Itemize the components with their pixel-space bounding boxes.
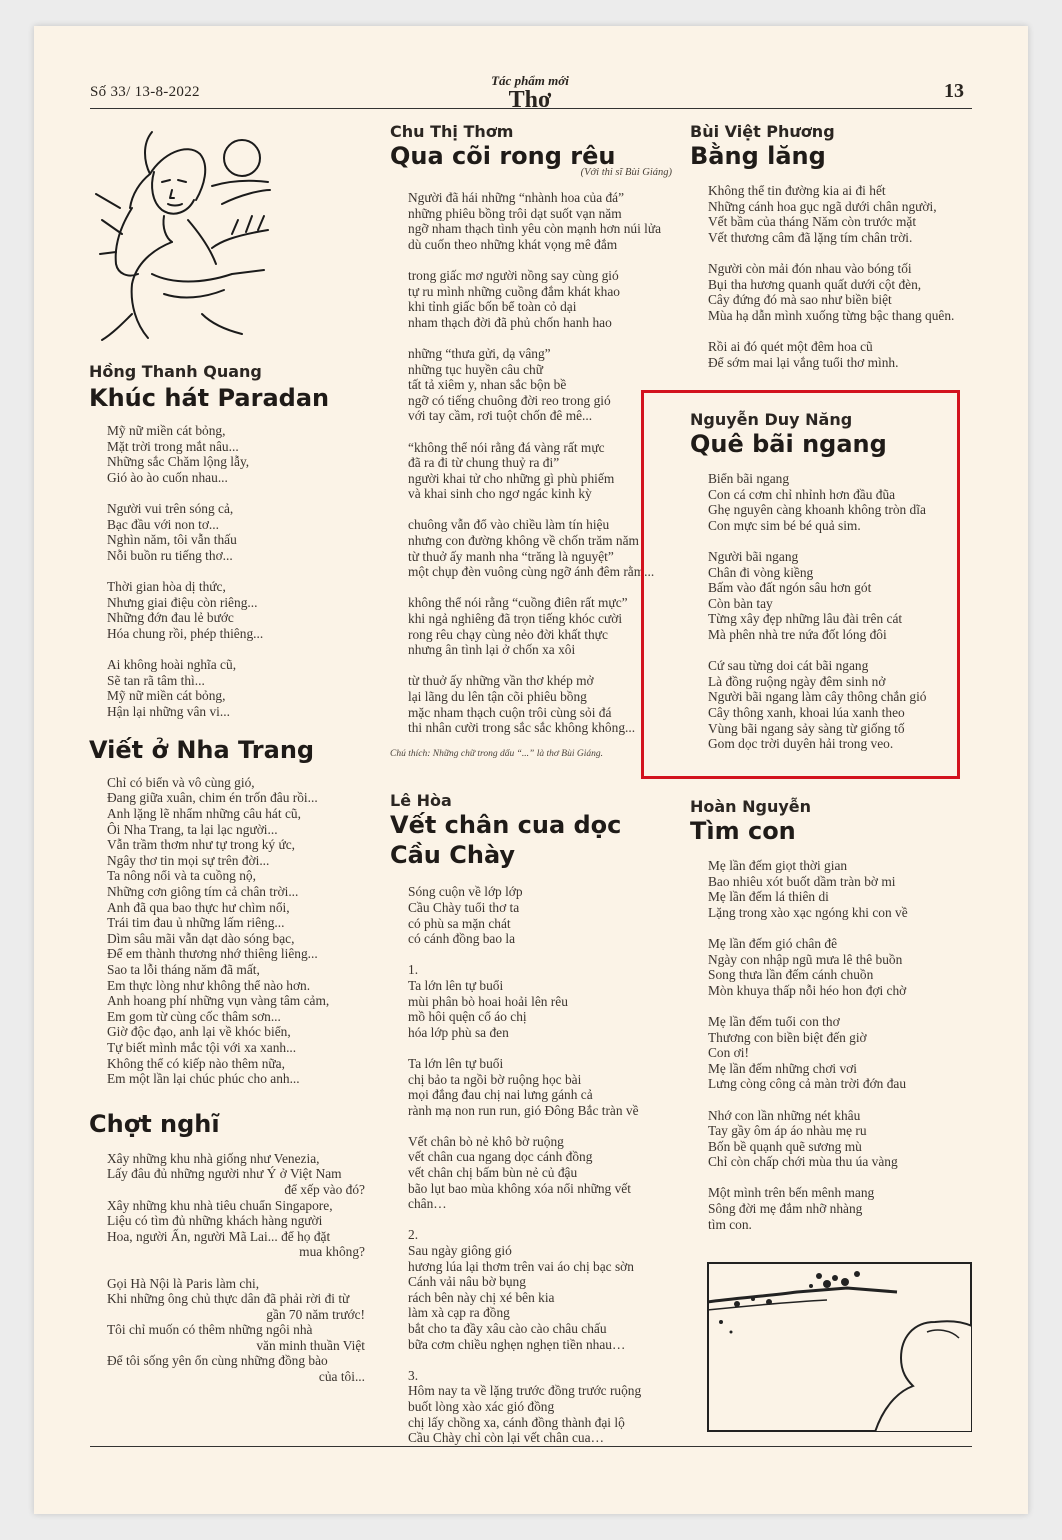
poem-line: Vẫn trầm thơm như tự trong ký ức, bbox=[107, 837, 296, 853]
poem-line: vết chân chị bấm bùn nẻ củ đậu bbox=[408, 1165, 578, 1181]
poem-line: bữa cơm chiều nghẹn nghẹn tiền nhau… bbox=[408, 1336, 626, 1352]
poem-line: Thời gian hòa dị thức, bbox=[107, 578, 226, 594]
poem-title-khuc-hat-paradan: Khúc hát Paradan bbox=[89, 384, 330, 412]
poem-line: Để tôi sống yên ổn cùng những đồng bào bbox=[107, 1353, 328, 1369]
stanza bbox=[708, 339, 972, 370]
poem-line: Em thực lòng như không thể nào hơn. bbox=[107, 977, 311, 993]
stanza bbox=[408, 962, 672, 1040]
page-number: 13 bbox=[944, 80, 964, 102]
poem-line: nhưng con đường không về chốn trăm năm bbox=[408, 533, 639, 549]
poem-title-bang-lang: Bằng lăng bbox=[690, 142, 826, 170]
poem-title-chot-nghi: Chợt nghĩ bbox=[89, 1109, 220, 1138]
poem-line: Chân đi vòng kiềng bbox=[708, 564, 814, 580]
poem-line: Mẹ lần đếm những chơi vơi bbox=[708, 1060, 857, 1076]
poem-line: đã ra đi từ chung thuỷ ra đi” bbox=[408, 455, 560, 471]
poem-title-qua-coi-rong-reu: Qua cõi rong rêu bbox=[390, 142, 616, 170]
poem-line: Gom dọc trời duyên hải trong veo. bbox=[708, 736, 894, 752]
poem-dedication: (Với thi sĩ Bùi Giáng) bbox=[580, 167, 672, 178]
stanza bbox=[708, 183, 972, 245]
column-right bbox=[690, 122, 972, 386]
poem-line: bắt cho ta đầy xâu cào cào châu chấu bbox=[408, 1321, 607, 1336]
section-tim-con bbox=[690, 797, 972, 1248]
poem-line: Người vui trên sóng cả, bbox=[107, 500, 234, 516]
poem-line: một chụp đèn vuông cùng ngỡ ánh đêm rằm... bbox=[408, 564, 655, 580]
poem-line: có phù sa mặn chát bbox=[408, 915, 511, 931]
poem-line: gần 70 năm trước! bbox=[266, 1306, 365, 1322]
poem-line: chị lấy chồng xa, cánh đồng thành đại lộ bbox=[408, 1414, 625, 1430]
poem-line: Hóa chung rồi, phép thiêng... bbox=[107, 625, 264, 641]
column-left bbox=[89, 362, 365, 1400]
poem-line: 1. bbox=[408, 962, 419, 978]
poem-line: Bao nhiêu xót buốt dầm tràn bờ mi bbox=[708, 873, 896, 889]
section-subtitle: Tác phẩm mới bbox=[491, 73, 569, 88]
poem-line: Ta nông nổi và ta cuồng nộ, bbox=[107, 868, 256, 884]
poem-line: Tự biết mình mắc tội với xa xanh... bbox=[107, 1039, 297, 1055]
poem-line: Ngày con nhập ngũ mưa lê thê buồn bbox=[708, 951, 903, 967]
poem-line: người khai tử cho những gì phù phiếm bbox=[408, 470, 615, 486]
poem-line: Bạc đầu với non tơ... bbox=[107, 516, 219, 532]
poem-line: ngỡ nham thạch tình yêu còn mạnh hơn núi lửa bbox=[408, 221, 662, 237]
section-heading bbox=[470, 74, 590, 112]
poem-line: bão lụt bao mùa không xóa nổi những vết bbox=[408, 1180, 631, 1196]
poem-line: nham thạch đời đã phủ chốn hanh hao bbox=[408, 314, 612, 330]
poem-line: Không thể tin đường kia ai đi hết bbox=[708, 183, 886, 198]
stanza bbox=[408, 1056, 672, 1118]
poem-line: Từng xây đẹp những lâu đài trên cát bbox=[708, 611, 903, 627]
author-name: Lê Hòa bbox=[390, 791, 452, 811]
poem-body-tim-con bbox=[690, 858, 972, 1232]
poem-line: mặc nham thạch cuộn trôi cùng sỏi đá bbox=[408, 704, 612, 720]
poem-line: Mỹ nữ miền cát bỏng, bbox=[107, 688, 226, 704]
stanza bbox=[107, 423, 359, 485]
poem-line: Vùng bãi ngang sảy sàng từ giống tố bbox=[708, 720, 905, 736]
poem-line: Những đớn đau lẻ bước bbox=[107, 610, 234, 626]
poem-line: từ thuở ấy manh nha “trăng là nguyệt” bbox=[408, 548, 614, 564]
poem-line: và khai sinh cho ngơ ngác kinh kỳ bbox=[408, 486, 592, 502]
stanza bbox=[107, 579, 359, 641]
poem-line: của tôi... bbox=[318, 1369, 365, 1385]
poem-line: chị bảo ta ngồi bờ ruộng học bài bbox=[408, 1071, 582, 1087]
poem-title-tim-con: Tìm con bbox=[690, 817, 796, 845]
poem-line: Mẹ lần đếm gió chân đê bbox=[708, 935, 838, 951]
poem-line: Là đồng ruộng ngày đêm sinh nở bbox=[708, 673, 886, 689]
poem-line: Hoa, người Ấn, người Mã Lai... để họ đặt bbox=[107, 1228, 331, 1244]
stanza bbox=[708, 1014, 972, 1092]
poem-line: Dìm sâu mãi vẫn dạt dào sóng bạc, bbox=[107, 930, 295, 946]
poem-line: Một mình trên bến mênh mang bbox=[708, 1185, 875, 1201]
poem-line: những phiêu bồng trôi dạt suốt vạn năm bbox=[408, 205, 622, 221]
poem-line: lại lãng du lên tận cõi phiêu bồng bbox=[408, 689, 587, 704]
poem-line: Cầu Chày chỉ còn lại vết chân cua… bbox=[408, 1430, 604, 1446]
issue-date: Số 33/ 13-8-2022 bbox=[90, 84, 200, 100]
poem-line: Những cơn giông tím cả chân trời... bbox=[107, 884, 299, 900]
poem-line: Mẹ lần đếm lá thiên di bbox=[708, 889, 829, 905]
soldier-silhouette-illustration bbox=[707, 1262, 972, 1432]
poem-line: Sao ta lỗi tháng năm đã mất, bbox=[107, 962, 260, 977]
stanza bbox=[107, 657, 359, 719]
stanza bbox=[408, 1134, 672, 1212]
poem-line: để xếp vào đó? bbox=[284, 1181, 365, 1197]
poem-line: Lặng trong xào xạc ngóng khi con về bbox=[708, 904, 908, 920]
stanza bbox=[408, 346, 672, 424]
poem-line: Còn bàn tay bbox=[708, 595, 773, 611]
poem-line: Sông đời mẹ đắm nhỡ nhàng bbox=[708, 1201, 863, 1217]
poem-body-qua-coi-rong-reu bbox=[390, 190, 672, 736]
stanza bbox=[107, 1276, 369, 1385]
poem-line: Những cánh hoa gục ngã dưới chân người, bbox=[708, 198, 937, 214]
stanza bbox=[708, 936, 972, 998]
poem-line: Tôi chỉ muốn có thêm những ngôi nhà bbox=[107, 1322, 313, 1338]
poem-line: tất tả xiêm y, nhan sắc bộn bề bbox=[408, 377, 567, 393]
poem-line: mua không? bbox=[299, 1244, 365, 1260]
author-name: Chu Thị Thơm bbox=[390, 122, 514, 141]
poem-line: mọi đắng đau chị nai lưng gánh cả bbox=[408, 1087, 593, 1103]
poem-title-vet-chan-cua-line1: Vết chân cua dọc bbox=[390, 811, 622, 840]
poem-line: Gió ào ào cuốn nhau... bbox=[107, 469, 228, 485]
poem-line: Nhớ con lần những nét khâu bbox=[708, 1107, 861, 1123]
poem-line: Anh đã qua bao thực hư chìm nổi, bbox=[107, 899, 290, 915]
poem-line: Nhưng giai điệu còn riêng... bbox=[107, 594, 258, 610]
poem-title-que-bai-ngang: Quê bãi ngang bbox=[690, 430, 887, 458]
stanza bbox=[708, 858, 972, 920]
poem-body-khuc-hat-paradan bbox=[89, 423, 359, 719]
poem-line: không thể nói rằng “cuồng điên rất mực” bbox=[408, 595, 628, 611]
poem-line: Cây đứng đó mà sao như biền biệt bbox=[708, 292, 892, 308]
poem-line: Mặt trời trong mắt nâu... bbox=[107, 438, 239, 454]
poem-line: mồ hôi quện cổ áo chị bbox=[408, 1009, 527, 1025]
poem-line: rong rêu chạy cùng nẻo đời khất thực bbox=[408, 626, 608, 642]
poem-line: từ thuở ấy những vần thơ khép mở bbox=[408, 673, 594, 689]
poem-line: Cánh vải nâu bờ bụng bbox=[408, 1274, 526, 1290]
poem-line: Mẹ lần đếm giọt thời gian bbox=[708, 858, 848, 873]
stanza bbox=[408, 673, 672, 735]
woman-sketch-illustration bbox=[92, 124, 272, 346]
poem-line: tìm con. bbox=[708, 1216, 752, 1232]
poem-line: Vết chân bò nẻ khô bờ ruộng bbox=[408, 1133, 564, 1149]
author-name: Hồng Thanh Quang bbox=[89, 362, 262, 381]
poem-line: Để em thành thương nhớ thiêng liêng... bbox=[107, 946, 318, 962]
poem-line: Người đã hái những “nhành hoa của đá” bbox=[408, 190, 625, 205]
poem-line: tự ru mình những cuồng đắm khát khao bbox=[408, 283, 620, 299]
poem-line: Cây thông xanh, khoai lúa xanh theo bbox=[708, 704, 905, 720]
poem-line: Những sắc Chăm lộng lẫy, bbox=[107, 454, 250, 470]
poem-line: Rồi ai đó quét một đêm hoa cũ bbox=[708, 338, 873, 354]
poem-line: Mùa hạ dẫn mình xuống từng bậc thang quên. bbox=[708, 307, 955, 323]
poem-line: Bụi tha hương quanh quất dưới cột đèn, bbox=[708, 276, 922, 292]
poem-line: Anh hoang phí những vụn vàng tâm cảm, bbox=[107, 993, 330, 1009]
poem-line: làm xà cạp ra đồng bbox=[408, 1305, 510, 1321]
poem-line: Mòn khuya thấp nỗi héo hon đợi chờ bbox=[708, 982, 907, 998]
poem-line: Xây những khu nhà tiêu chuẩn Singapore, bbox=[107, 1197, 333, 1213]
stanza bbox=[408, 1368, 672, 1446]
poem-line: Sẽ tan rã tâm thì... bbox=[107, 672, 205, 688]
poem-line: Mỹ nữ miền cát bỏng, bbox=[107, 423, 226, 438]
highlight-box bbox=[641, 390, 960, 779]
poem-line: Để sớm mai lại vắng tuổi thơ mình. bbox=[708, 354, 899, 370]
poem-line: thi nhân cười trong sắc sắc không không... bbox=[408, 720, 636, 736]
stanza bbox=[408, 884, 672, 946]
poem-line: Anh lặng lẽ nhẩm những câu hát cũ, bbox=[107, 806, 301, 822]
poem-line: Mẹ lần đếm tuổi con thơ bbox=[708, 1013, 840, 1029]
poem-line: Ôi Nha Trang, ta lại lạc người... bbox=[107, 821, 278, 837]
stanza bbox=[408, 190, 672, 252]
poem-line: hóa lớp phù sa đen bbox=[408, 1024, 509, 1040]
poem-line: Em gom từ cùng cốc thâm sơn... bbox=[107, 1008, 281, 1024]
poem-line: 3. bbox=[408, 1367, 419, 1383]
poem-line: Vết bầm của tháng Năm còn trước mặt bbox=[708, 214, 917, 230]
poem-line: Lấy đâu đủ những người như Ý ở Việt Nam bbox=[107, 1166, 342, 1182]
poem-line: Người bãi ngang làm cây thông chắn gió bbox=[708, 689, 927, 705]
poem-line: Ta lớn lên tự buổi bbox=[408, 977, 504, 993]
poem-line: Trái tim đau ủ những lấm riêng... bbox=[107, 915, 285, 931]
poem-line: Chỉ còn chấp chới mùa thu úa vàng bbox=[708, 1154, 898, 1170]
poem-line: Vết thương câm đã lặng tím chân trời. bbox=[708, 229, 913, 245]
section-title: Thơ bbox=[508, 87, 552, 113]
stanza bbox=[708, 1108, 972, 1170]
poem-line: chân… bbox=[408, 1196, 447, 1212]
poem-line: Sóng cuộn về lớp lớp bbox=[408, 884, 523, 900]
poem-line: với tay cầm, rơi tuột chốn đê mê... bbox=[408, 408, 593, 424]
poem-line: Đang giữa xuân, chim én trốn đâu rồi... bbox=[107, 790, 318, 806]
poem-line: Xây những khu nhà giống như Venezia, bbox=[107, 1150, 320, 1166]
poem-line: vết chân cua ngang dọc cánh đồng bbox=[408, 1149, 593, 1165]
poem-body-bang-lang bbox=[690, 183, 972, 370]
poem-line: khi ngả nghiêng đã trọn tiếng khóc cười bbox=[408, 611, 623, 627]
poem-line: Lưng còng công cả màn trời đớn đau bbox=[708, 1076, 907, 1092]
poem-line: Biển bãi ngang bbox=[708, 471, 790, 486]
poem-line: hương lúa lại thơm trên vai áo chị bạc sờn bbox=[408, 1258, 634, 1274]
stanza bbox=[408, 440, 672, 502]
poem-line: Mà phên nhà tre nứa đốt lóng đôi bbox=[708, 626, 887, 642]
poem-line: có cánh đồng bao la bbox=[408, 931, 516, 947]
poem-line: Chỉ có biển và vô cùng gió, bbox=[107, 774, 255, 790]
poem-line: chuông vẫn đổ vào chiều làm tín hiệu bbox=[408, 517, 610, 533]
poem-line: Con cá cơm chỉ nhỉnh hơn đầu đũa bbox=[708, 486, 896, 502]
stanza bbox=[107, 1151, 369, 1260]
poem-line: Em một lần lại chúc phúc cho anh... bbox=[107, 1071, 300, 1087]
poem-line: 2. bbox=[408, 1227, 419, 1243]
poem-line: những tục huyền câu chữ bbox=[408, 361, 543, 377]
stanza bbox=[408, 595, 672, 657]
poem-line: Ta lớn lên tự buổi bbox=[408, 1055, 504, 1071]
poem-body-chot-nghi bbox=[89, 1151, 369, 1385]
poem-line: Hận lại những vân vi... bbox=[107, 703, 230, 719]
author-name: Nguyễn Duy Năng bbox=[690, 410, 853, 429]
poem-body-viet-o-nha-trang bbox=[89, 775, 359, 1087]
poem-line: buốt lòng xào xác gió đồng bbox=[408, 1398, 555, 1414]
poem-line: Ghẹ nguyên càng khoanh không tròn dĩa bbox=[708, 502, 926, 518]
poem-line: Người còn mải đón nhau vào bóng tối bbox=[708, 260, 912, 276]
header-rule bbox=[90, 108, 972, 109]
poem-line: Ai không hoài nghĩa cũ, bbox=[107, 656, 237, 672]
poem-line: nhưng ân tình lại ở chốn xa xôi bbox=[408, 642, 576, 658]
poem-line: Người bãi ngang bbox=[708, 548, 799, 564]
poem-line: Khi những ông chủ thực dân đã phải rời đi từ bbox=[107, 1291, 350, 1307]
stanza bbox=[708, 1185, 972, 1232]
poem-line: dù cuốn theo những khát vọng mê đắm bbox=[408, 236, 618, 252]
poem-line: rách bên này chị xé bên kia bbox=[408, 1289, 555, 1305]
poem-line: văn minh thuần Việt bbox=[256, 1337, 365, 1353]
stanza bbox=[408, 268, 672, 330]
footnote: Chú thích: Những chữ trong dấu “...” là thơ Bùi Giáng. bbox=[390, 749, 604, 760]
poem-line: Con ơi! bbox=[708, 1045, 749, 1061]
poem-line: Tay gầy ôm áp áo nhàu mẹ ru bbox=[708, 1123, 867, 1139]
author-name: Bùi Việt Phương bbox=[690, 122, 835, 141]
author-name: Hoàn Nguyễn bbox=[690, 797, 812, 816]
poem-title-viet-o-nha-trang: Viết ở Nha Trang bbox=[89, 735, 315, 764]
poem-line: những “thưa gửi, dạ vâng” bbox=[408, 345, 551, 361]
poem-line: Liệu có tìm đủ những khách hàng người bbox=[107, 1213, 323, 1229]
poem-line: Song thưa lần đếm cánh chuồn bbox=[708, 967, 874, 983]
poem-line: Cứ sau từng doi cát bãi ngang bbox=[708, 658, 869, 674]
stanza bbox=[708, 261, 972, 323]
poem-line: Gọi Hà Nội là Paris làm chi, bbox=[107, 1275, 260, 1291]
poem-line: Nỗi buồn ru tiếng thơ... bbox=[107, 547, 233, 563]
stanza bbox=[107, 501, 359, 563]
poem-line: Không thể có kiếp nào thêm nữa, bbox=[107, 1055, 285, 1071]
poem-line: Ngây thơ tin mọi sự trên đời... bbox=[107, 852, 270, 868]
stanza bbox=[408, 1227, 672, 1352]
poem-line: Cầu Chày tuổi thơ ta bbox=[408, 899, 520, 915]
poem-line: ngỡ có tiếng chuông đời reo trong gió bbox=[408, 392, 611, 408]
column-middle bbox=[390, 122, 672, 1461]
stanza bbox=[408, 517, 672, 579]
poem-line: Hôm nay ta về lặng trước đồng trước ruộng bbox=[408, 1383, 642, 1399]
poem-line: khi tỉnh giấc bốn bể toàn cỏ dại bbox=[408, 299, 577, 315]
poem-line: Thương con biền biệt đến giờ bbox=[708, 1029, 867, 1045]
poem-title-vet-chan-cua-line2: Cầu Chày bbox=[390, 841, 516, 870]
poem-line: Con mực sim bé bé quả sim. bbox=[708, 517, 861, 533]
poem-line: rành mạ non run run, gió Đông Bắc tràn về bbox=[408, 1102, 639, 1118]
poem-line: Bấm vào đất ngón sâu hơn gót bbox=[708, 580, 872, 596]
stanza bbox=[107, 775, 359, 1087]
poem-line: trong giấc mơ người nồng say cùng gió bbox=[408, 267, 619, 283]
poem-body-vet-chan-cua bbox=[390, 884, 672, 1445]
poem-line: mùi phân bò hoai hoải lên rêu bbox=[408, 993, 568, 1009]
poem-line: “không thể nói rằng đá vàng rất mực bbox=[408, 439, 605, 455]
poem-line: Giờ độc đạo, anh lại về khóc biển, bbox=[107, 1024, 291, 1040]
poem-line: Bốn bề quạnh quẽ sương mù bbox=[708, 1138, 862, 1154]
poem-line: Nghìn năm, tôi vẫn thấu bbox=[107, 532, 237, 548]
poem-line: Sau ngày giông gió bbox=[408, 1243, 512, 1259]
